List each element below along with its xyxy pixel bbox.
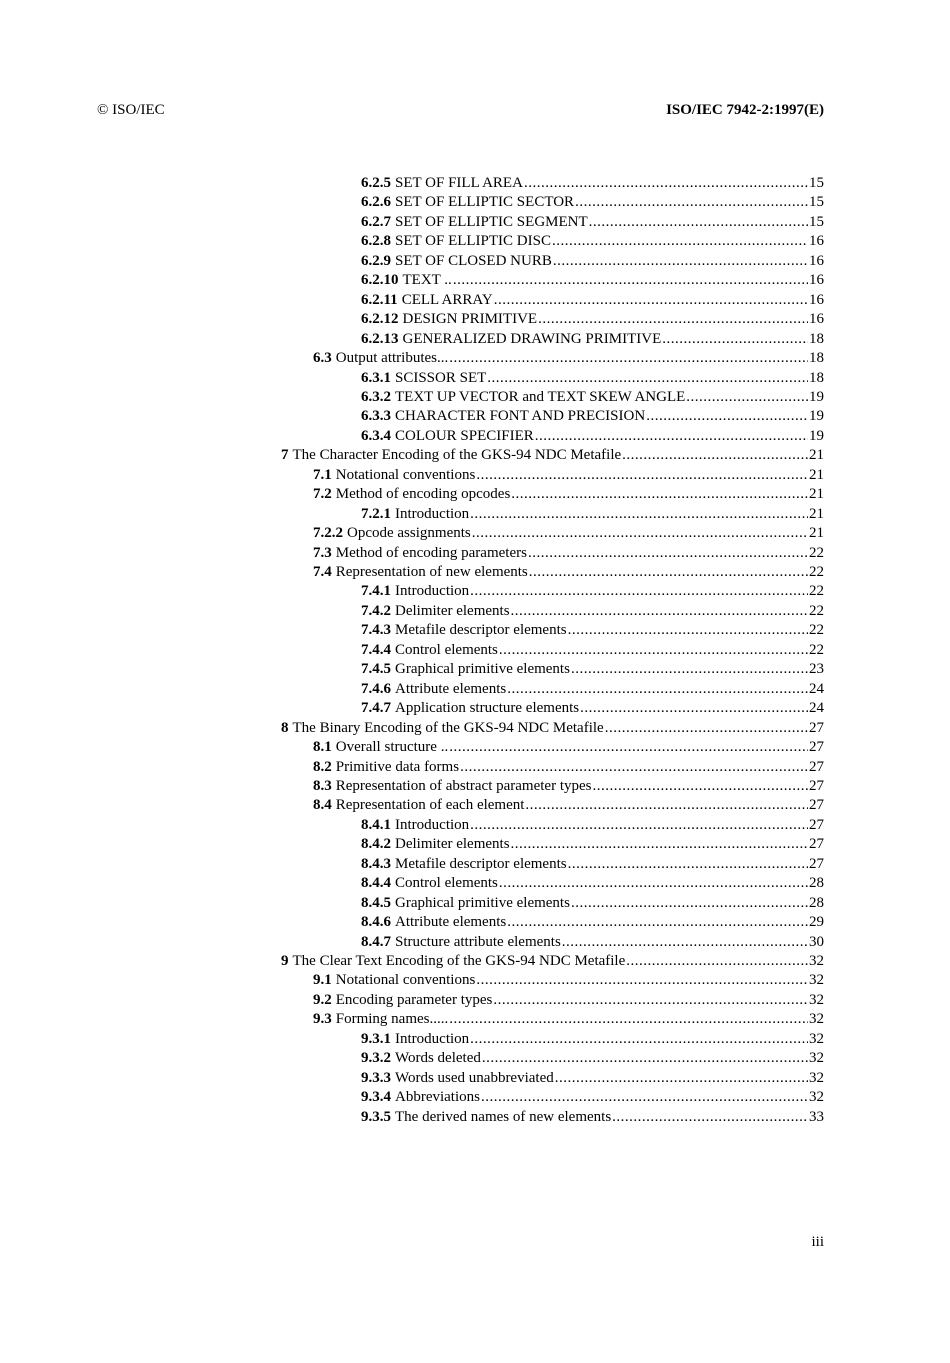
toc-dot-leader <box>568 621 808 640</box>
toc-entry[interactable] <box>313 524 824 543</box>
toc-entry-number: 9.3.1 <box>361 1031 391 1047</box>
toc-entry-title: TEXT UP VECTOR and TEXT SKEW ANGLE <box>395 389 686 405</box>
toc-entry-number: 8.4.3 <box>361 856 391 872</box>
toc-entry-title: Control elements <box>395 642 498 658</box>
toc-entry-title: Structure attribute elements <box>395 934 561 950</box>
toc-entry-page: 16 <box>809 272 824 288</box>
toc-entry[interactable] <box>361 933 824 952</box>
toc-entry-number: 8.4.2 <box>361 836 391 852</box>
toc-entry-number: 7.2.2 <box>313 525 343 541</box>
toc-entry-number: 9.3.5 <box>361 1109 391 1125</box>
toc-entry-page: 19 <box>809 389 824 405</box>
toc-entry-page: 33 <box>809 1109 824 1125</box>
toc-entry[interactable] <box>313 349 824 368</box>
toc-entry-title: Metafile descriptor elements <box>395 622 567 638</box>
toc-entry[interactable] <box>361 602 824 621</box>
toc-entry[interactable] <box>281 446 824 465</box>
toc-entry-number: 6.2.11 <box>361 292 398 308</box>
toc-entry-page: 19 <box>809 408 824 424</box>
toc-dot-leader <box>487 369 808 388</box>
toc-entry-number: 6.2.10 <box>361 272 399 288</box>
toc-dot-leader <box>460 758 808 777</box>
toc-dot-leader <box>470 1030 808 1049</box>
toc-entry[interactable] <box>361 641 824 660</box>
toc-entry-number: 6.3.3 <box>361 408 391 424</box>
toc-entry-page: 16 <box>809 253 824 269</box>
toc-entry-page: 24 <box>809 700 824 716</box>
toc-entry-page: 27 <box>809 720 824 736</box>
toc-entry[interactable] <box>361 835 824 854</box>
toc-entry-page: 32 <box>809 953 824 969</box>
toc-entry-title: The Clear Text Encoding of the GKS-94 NDC Metafile <box>292 953 626 969</box>
toc-entry-number: 7.1 <box>313 467 332 483</box>
toc-dot-leader <box>592 777 808 796</box>
toc-entry-number: 7.4.4 <box>361 642 391 658</box>
toc-dot-leader <box>529 563 808 582</box>
toc-dot-leader <box>589 213 808 232</box>
toc-entry[interactable] <box>361 699 824 718</box>
toc-dot-leader <box>571 894 808 913</box>
toc-entry[interactable] <box>361 505 824 524</box>
toc-entry-number: 9.3.4 <box>361 1089 391 1105</box>
toc-entry-page: 23 <box>809 661 824 677</box>
toc-entry[interactable] <box>361 660 824 679</box>
toc-entry-number: 7.4 <box>313 564 332 580</box>
toc-entry-number: 8.4.4 <box>361 875 391 891</box>
toc-entry-page: 32 <box>809 1011 824 1027</box>
toc-entry-title: SET OF CLOSED NURB <box>395 253 552 269</box>
toc-entry-number: 9.3 <box>313 1011 332 1027</box>
toc-entry[interactable] <box>361 855 824 874</box>
toc-dot-leader <box>686 388 808 407</box>
toc-dot-leader <box>626 952 808 971</box>
toc-entry[interactable] <box>361 291 824 310</box>
toc-dot-leader <box>499 874 808 893</box>
toc-entry-page: 16 <box>809 311 824 327</box>
toc-entry-page: 32 <box>809 1050 824 1066</box>
toc-entry-number: 7 <box>281 447 289 463</box>
toc-entry[interactable] <box>361 1069 824 1088</box>
toc-entry-title: Overall structure .. <box>335 739 449 755</box>
toc-entry-page: 28 <box>809 895 824 911</box>
toc-entry-title: GENERALIZED DRAWING PRIMITIVE <box>402 331 662 347</box>
toc-entry[interactable] <box>313 796 824 815</box>
toc-entry-number: 6.3.4 <box>361 428 391 444</box>
toc-entry-number: 9.2 <box>313 992 332 1008</box>
toc-entry-number: 8.1 <box>313 739 332 755</box>
toc-entry[interactable] <box>361 174 824 193</box>
toc-entry[interactable] <box>361 680 824 699</box>
toc-entry[interactable] <box>361 252 824 271</box>
toc-entry-number: 8.4 <box>313 797 332 813</box>
toc-entry[interactable] <box>361 1049 824 1068</box>
toc-entry-title: Introduction <box>395 506 470 522</box>
toc-dot-leader <box>470 505 808 524</box>
toc-entry-page: 21 <box>809 506 824 522</box>
toc-entry-title: CHARACTER FONT AND PRECISION <box>395 408 646 424</box>
toc-dot-leader <box>453 271 808 290</box>
toc-entry-title: Opcode assignments <box>347 525 471 541</box>
toc-entry-title: Introduction <box>395 817 470 833</box>
toc-entry-title: Notational conventions <box>335 467 476 483</box>
toc-entry-page: 27 <box>809 778 824 794</box>
toc-entry[interactable] <box>361 388 824 407</box>
toc-entry-number: 6.2.8 <box>361 233 391 249</box>
toc-entry-page: 22 <box>809 545 824 561</box>
toc-entry-page: 22 <box>809 583 824 599</box>
toc-entry-number: 6.2.13 <box>361 331 399 347</box>
toc-dot-leader <box>472 524 808 543</box>
toc-entry-number: 7.3 <box>313 545 332 561</box>
toc-entry-title: Attribute elements <box>395 914 507 930</box>
toc-dot-leader <box>476 466 808 485</box>
toc-entry-title: Application structure elements <box>395 700 580 716</box>
toc-entry-title: Notational conventions <box>335 972 476 988</box>
toc-entry[interactable] <box>361 1088 824 1107</box>
toc-entry-title: Encoding parameter types <box>335 992 493 1008</box>
toc-dot-leader <box>499 641 808 660</box>
toc-dot-leader <box>612 1108 808 1127</box>
toc-entry-title: Abbreviations <box>395 1089 480 1105</box>
toc-entry[interactable] <box>361 310 824 329</box>
toc-entry-title: Control elements <box>395 875 498 891</box>
toc-entry[interactable] <box>361 427 824 446</box>
toc-entry-title: The Binary Encoding of the GKS-94 NDC Metafile <box>292 720 604 736</box>
toc-entry-number: 8.2 <box>313 759 332 775</box>
toc-entry-title: Method of encoding parameters <box>335 545 527 561</box>
toc-entry-page: 15 <box>809 194 824 210</box>
toc-entry-page: 21 <box>809 467 824 483</box>
toc-entry-page: 18 <box>809 370 824 386</box>
toc-entry-page: 15 <box>809 175 824 191</box>
toc-dot-leader <box>449 738 808 757</box>
toc-entry-number: 7.4.2 <box>361 603 391 619</box>
toc-entry-page: 27 <box>809 739 824 755</box>
toc-entry-page: 32 <box>809 1089 824 1105</box>
toc-entry-page: 21 <box>809 486 824 502</box>
toc-entry-title: Attribute elements <box>395 681 507 697</box>
toc-entry[interactable] <box>361 582 824 601</box>
toc-entry-page: 22 <box>809 564 824 580</box>
toc-entry-page: 18 <box>809 331 824 347</box>
toc-entry-page: 30 <box>809 934 824 950</box>
toc-dot-leader <box>494 291 808 310</box>
toc-dot-leader <box>571 660 808 679</box>
toc-entry-page: 27 <box>809 836 824 852</box>
toc-dot-leader <box>511 485 808 504</box>
toc-entry-title: Output attributes... <box>335 350 449 366</box>
page-number: iii <box>811 1234 824 1250</box>
toc-entry-title: SET OF ELLIPTIC SECTOR <box>395 194 575 210</box>
toc-entry-title: Forming names..... <box>335 1011 449 1027</box>
toc-dot-leader <box>470 816 808 835</box>
toc-entry-number: 6.3.1 <box>361 370 391 386</box>
toc-dot-leader <box>493 991 808 1010</box>
toc-dot-leader <box>555 1069 808 1088</box>
toc-entry[interactable] <box>361 894 824 913</box>
toc-dot-leader <box>507 913 808 932</box>
toc-entry-title: Introduction <box>395 583 470 599</box>
toc-entry-title: Graphical primitive elements <box>395 895 570 911</box>
toc-entry-page: 21 <box>809 447 824 463</box>
toc-dot-leader <box>562 933 808 952</box>
toc-entry-title: SET OF ELLIPTIC DISC <box>395 233 551 249</box>
toc-entry-number: 7.4.6 <box>361 681 391 697</box>
toc-dot-leader <box>580 699 808 718</box>
toc-entry-number: 7.2.1 <box>361 506 391 522</box>
toc-dot-leader <box>476 971 808 990</box>
toc-entry[interactable] <box>281 719 824 738</box>
toc-entry[interactable] <box>361 213 824 232</box>
toc-dot-leader <box>470 582 808 601</box>
toc-entry-number: 6.2.6 <box>361 194 391 210</box>
toc-entry-number: 6.2.12 <box>361 311 399 327</box>
toc-entry-title: SET OF ELLIPTIC SEGMENT <box>395 214 588 230</box>
toc-entry-number: 6.2.7 <box>361 214 391 230</box>
toc-dot-leader <box>605 719 808 738</box>
toc-dot-leader <box>525 796 808 815</box>
toc-dot-leader <box>524 174 808 193</box>
toc-dot-leader <box>622 446 808 465</box>
toc-entry-title: Representation of new elements <box>335 564 528 580</box>
toc-entry[interactable] <box>361 1030 824 1049</box>
toc-entry-title: DESIGN PRIMITIVE <box>402 311 538 327</box>
toc-entry-page: 32 <box>809 1031 824 1047</box>
toc-dot-leader <box>552 232 808 251</box>
toc-entry-number: 8 <box>281 720 289 736</box>
header-document-id: ISO/IEC 7942-2:1997(E) <box>666 102 824 118</box>
toc-entry[interactable] <box>313 991 824 1010</box>
toc-entry[interactable] <box>361 193 824 212</box>
toc-entry-number: 6.3 <box>313 350 332 366</box>
toc-dot-leader <box>568 855 808 874</box>
toc-entry[interactable] <box>313 777 824 796</box>
toc-entry[interactable] <box>313 563 824 582</box>
toc-entry[interactable] <box>313 738 824 757</box>
toc-entry[interactable] <box>281 952 824 971</box>
toc-dot-leader <box>507 680 808 699</box>
toc-entry[interactable] <box>361 271 824 290</box>
toc-dot-leader <box>553 252 808 271</box>
toc-entry-number: 9.3.2 <box>361 1050 391 1066</box>
toc-entry-number: 6.3.2 <box>361 389 391 405</box>
toc-entry-title: Method of encoding opcodes <box>335 486 511 502</box>
toc-entry-title: Metafile descriptor elements <box>395 856 567 872</box>
toc-entry-title: Graphical primitive elements <box>395 661 570 677</box>
toc-entry-number: 9 <box>281 953 289 969</box>
toc-entry-number: 8.3 <box>313 778 332 794</box>
toc-entry-title: Representation of abstract parameter types <box>335 778 592 794</box>
toc-entry-title: The derived names of new elements <box>395 1109 612 1125</box>
toc-entry-number: 6.2.5 <box>361 175 391 191</box>
toc-entry-page: 22 <box>809 603 824 619</box>
toc-entry-title: SET OF FILL AREA <box>395 175 523 191</box>
toc-entry[interactable] <box>361 874 824 893</box>
toc-entry-page: 27 <box>809 759 824 775</box>
toc-entry[interactable] <box>313 758 824 777</box>
toc-entry[interactable] <box>313 1010 824 1029</box>
toc-entry-page: 19 <box>809 428 824 444</box>
toc-dot-leader <box>482 1049 808 1068</box>
toc-entry-page: 22 <box>809 642 824 658</box>
toc-entry-number: 8.4.7 <box>361 934 391 950</box>
toc-entry-title: Words used unabbreviated <box>395 1070 554 1086</box>
toc-entry[interactable] <box>313 971 824 990</box>
toc-dot-leader <box>535 427 808 446</box>
toc-entry-page: 15 <box>809 214 824 230</box>
toc-entry-page: 22 <box>809 622 824 638</box>
toc-entry-number: 9.3.3 <box>361 1070 391 1086</box>
toc-entry-number: 8.4.1 <box>361 817 391 833</box>
toc-dot-leader <box>646 407 808 426</box>
toc-entry-title: TEXT .. <box>402 272 452 288</box>
toc-entry-number: 6.2.9 <box>361 253 391 269</box>
toc-entry-title: The Character Encoding of the GKS-94 NDC Metafile <box>292 447 622 463</box>
toc-entry-page: 32 <box>809 972 824 988</box>
header-copyright: © ISO/IEC <box>97 102 165 118</box>
toc-entry-number: 8.4.6 <box>361 914 391 930</box>
toc-entry-title: COLOUR SPECIFIER <box>395 428 534 444</box>
toc-dot-leader <box>449 1010 808 1029</box>
toc-entry-number: 8.4.5 <box>361 895 391 911</box>
toc-entry-number: 7.4.1 <box>361 583 391 599</box>
toc-entry-page: 32 <box>809 992 824 1008</box>
toc-entry-page: 27 <box>809 797 824 813</box>
toc-entry-number: 7.4.5 <box>361 661 391 677</box>
toc-entry[interactable] <box>361 232 824 251</box>
toc-dot-leader <box>449 349 808 368</box>
toc-entry-page: 16 <box>809 292 824 308</box>
toc-entry-page: 28 <box>809 875 824 891</box>
toc-entry-title: Words deleted <box>395 1050 481 1066</box>
toc-dot-leader <box>662 330 808 349</box>
toc-entry[interactable] <box>361 621 824 640</box>
toc-entry[interactable] <box>361 816 824 835</box>
toc-entry[interactable] <box>361 913 824 932</box>
toc-entry[interactable] <box>313 485 824 504</box>
toc-entry-number: 7.4.7 <box>361 700 391 716</box>
toc-entry-page: 18 <box>809 350 824 366</box>
toc-entry-number: 7.2 <box>313 486 332 502</box>
toc-entry-title: CELL ARRAY <box>401 292 493 308</box>
toc-entry-title: Representation of each element <box>335 797 525 813</box>
toc-entry[interactable] <box>361 369 824 388</box>
toc-entry[interactable] <box>313 466 824 485</box>
toc-entry[interactable] <box>313 544 824 563</box>
toc-dot-leader <box>511 602 808 621</box>
toc-entry-title: Delimiter elements <box>395 603 510 619</box>
toc-entry-title: Primitive data forms <box>335 759 460 775</box>
toc-entry-number: 9.1 <box>313 972 332 988</box>
toc-entry-number: 7.4.3 <box>361 622 391 638</box>
toc-entry-page: 32 <box>809 1070 824 1086</box>
toc-entry-page: 24 <box>809 681 824 697</box>
toc-entry-page: 21 <box>809 525 824 541</box>
toc-dot-leader <box>575 193 808 212</box>
toc-entry-page: 16 <box>809 233 824 249</box>
toc-entry-page: 27 <box>809 856 824 872</box>
toc-entry-title: Introduction <box>395 1031 470 1047</box>
toc-entry-page: 27 <box>809 817 824 833</box>
toc-entry[interactable] <box>361 1108 824 1127</box>
toc-entry-page: 29 <box>809 914 824 930</box>
toc-dot-leader <box>528 544 808 563</box>
toc-entry[interactable] <box>361 407 824 426</box>
toc-entry[interactable] <box>361 330 824 349</box>
toc-dot-leader <box>538 310 808 329</box>
toc-entry-title: Delimiter elements <box>395 836 510 852</box>
toc-entry-title: SCISSOR SET <box>395 370 487 386</box>
toc-dot-leader <box>481 1088 808 1107</box>
toc-dot-leader <box>511 835 808 854</box>
